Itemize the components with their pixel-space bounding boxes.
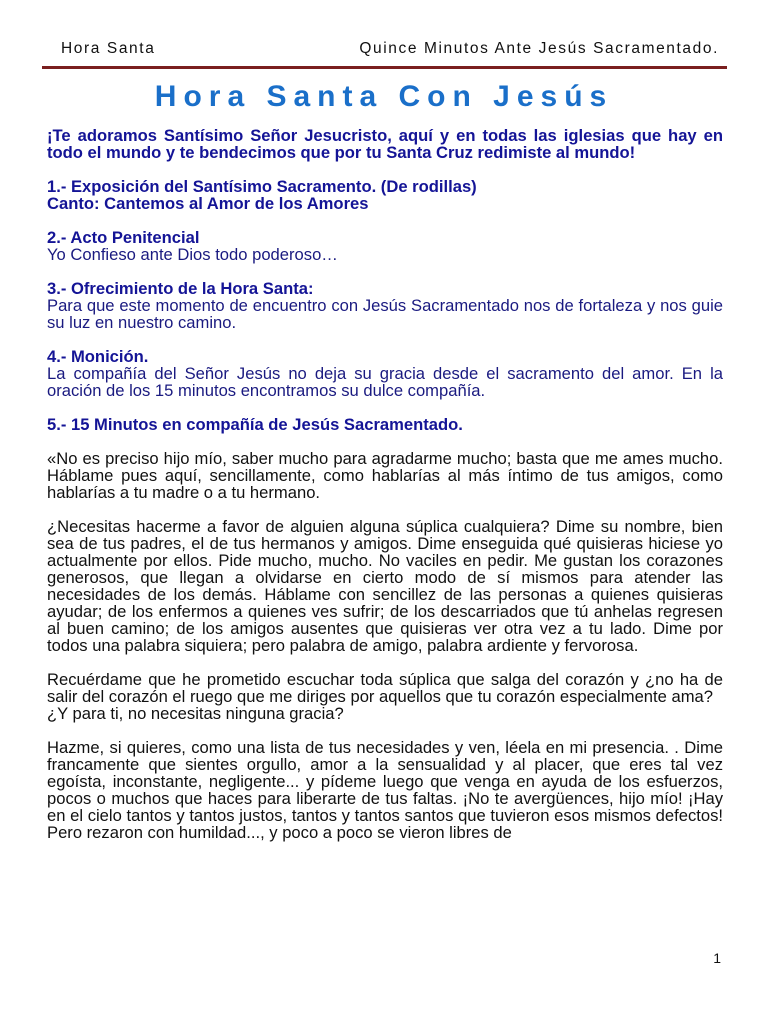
body-paragraph: Recuérdame que he prometido escuchar toda súplica que salga del corazón y ¿no ha de salir del corazón el ruego que me diriges por aquellos que tu corazón especialmente ama?	[47, 670, 723, 706]
section-text: Para que este momento de encuentro con Jesús Sacramentado nos de fortaleza y nos guie su luz en nuestro camino.	[47, 296, 723, 332]
section-3	[47, 280, 723, 331]
header-left: Hora Santa	[61, 40, 156, 57]
header-right: Quince Minutos Ante Jesús Sacramentado.	[359, 40, 719, 57]
body-paragraph: ¿Y para ti, no necesitas ninguna gracia?	[47, 704, 344, 723]
document-body	[47, 127, 723, 858]
running-header	[47, 38, 721, 64]
section-5-heading: 5.- 15 Minutos en compañía de Jesús Sacramentado.	[47, 415, 463, 434]
section-text: Yo Confieso ante Dios todo poderoso…	[47, 245, 338, 264]
section-subheading: Canto: Cantemos al Amor de los Amores	[47, 194, 369, 213]
header-rule	[42, 66, 727, 69]
body-paragraph: Hazme, si quieres, como una lista de tus necesidades y ven, léela en mi presencia. . Dime francamente que sientes orgullo, amor a la sensualidad y al placer, que eres tal vez egoísta, inconstante, negligente... y pídeme luego que venga en ayuda de los esfuerzos, pocos o muchos que haces para liberarte de tus faltas. ¡No te avergüences, hijo mío! ¡Hay en el cielo tantos y tantos justos, tantos y tantos santos que tuvieron esos mismos defectos! Pero rezaron con humildad..., y poco a poco se vieron libres de	[47, 738, 723, 842]
page-number: 1	[713, 950, 721, 966]
section-heading: 3.- Ofrecimiento de la Hora Santa:	[47, 279, 314, 298]
section-1	[47, 178, 723, 212]
section-text: La compañía del Señor Jesús no deja su gracia desde el sacramento del amor. En la oración de los 15 minutos encontramos su dulce compañía.	[47, 364, 723, 400]
body-paragraph: ¿Necesitas hacerme a favor de alguien alguna súplica cualquiera? Dime su nombre, bien sea de tus padres, el de tus hermanos y amigos. Dime enseguida qué quisieras hiciese yo actualmente por ellos. Pide mucho, mucho. No vaciles en pedir. Me gustan los corazones generosos, que llegan a olvidarse en cierto modo de sí mismos para atender las necesidades de los demás. Háblame con sencillez de las personas a quienes quisieras ayudar; de los enfermos a quienes ves sufrir; de los descarriados que tú anhelas regresen al buen camino; de los amigos ausentes que quisieras ver otra vez a tu lado. Dime por todos una palabra siquiera; pero palabra de amigo, palabra ardiente y fervorosa.	[47, 517, 723, 655]
section-heading: 4.- Monición.	[47, 347, 149, 366]
section-2	[47, 229, 723, 263]
page-title: Hora Santa Con Jesús	[154, 80, 614, 113]
section-4	[47, 348, 723, 399]
body-paragraph: «No es preciso hijo mío, saber mucho para agradarme mucho; basta que me ames mucho. Háblame pues aquí, sencillamente, como hablarías al más íntimo de tus amigos, como hablarías a tu madre o a tu hermano.	[47, 449, 723, 502]
section-heading: 1.- Exposición del Santísimo Sacramento. (De rodillas)	[47, 177, 477, 196]
section-heading: 2.- Acto Penitencial	[47, 228, 200, 247]
intro-prayer: ¡Te adoramos Santísimo Señor Jesucristo, aquí y en todas las iglesias que hay en todo el mundo y te bendecimos que por tu Santa Cruz redimiste al mundo!	[47, 126, 723, 162]
